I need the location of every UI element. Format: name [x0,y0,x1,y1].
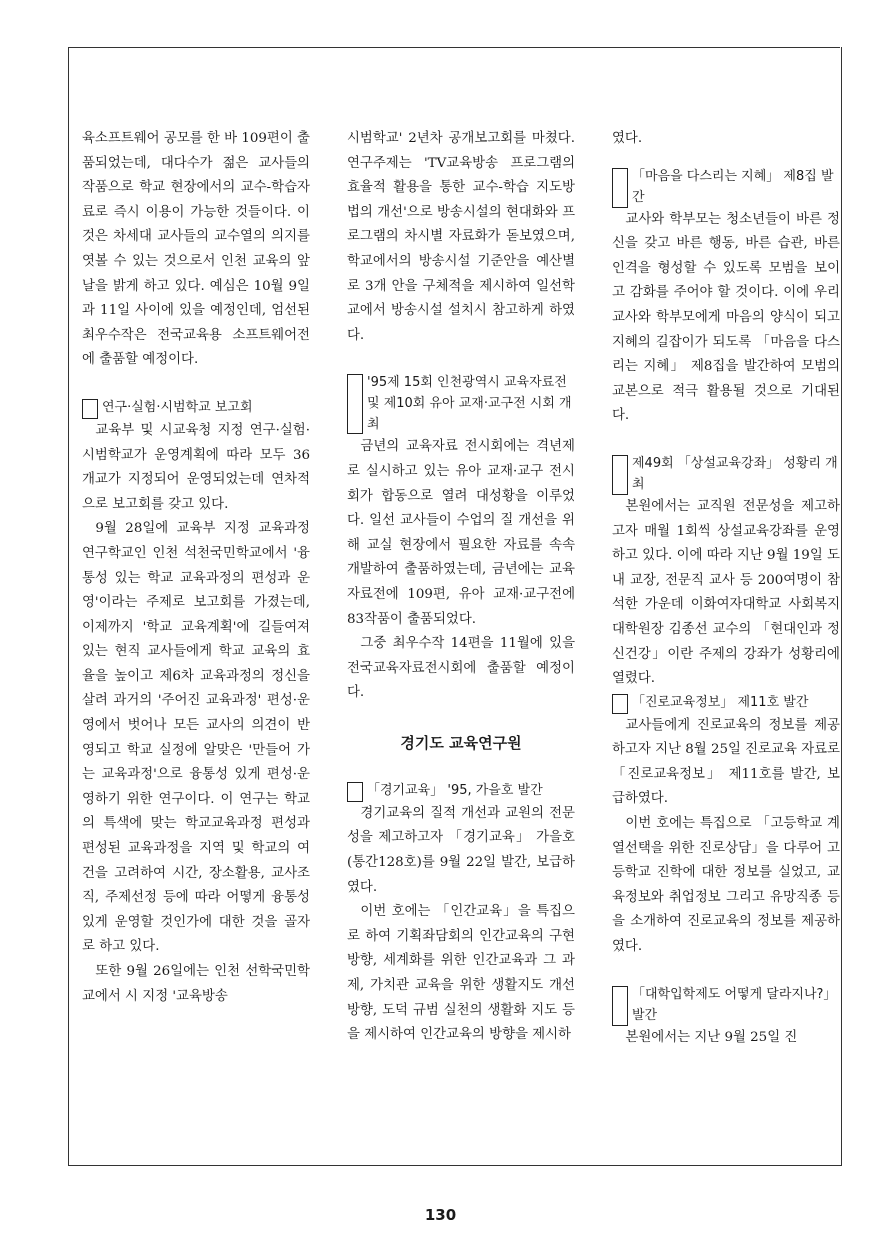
paragraph: 그중 최우수작 14편을 11월에 있을 전국교육자료전시회에 출품할 예정이다. [347,636,575,701]
heading-text: 제49회 「상설교육강좌」 성황리 개최 [632,455,838,492]
heading-text: 연구·실험·시범학교 보고회 [102,399,253,415]
paragraph: 였다. [612,131,643,146]
page-number: 130 [424,1206,457,1224]
section-heading [612,692,840,714]
section-heading [347,372,575,435]
paragraph: 경기교육의 질적 개선과 교원의 전문성을 제고하고자 「경기교육」 가을호(통간128호)를 9월 22일 발간, 보급하였다. [347,805,575,895]
heading-text: 「경기교육」 '95, 가을호 발간 [367,782,543,798]
section-title: 경기도 교육연구원 [400,733,522,752]
paragraph: 이번 호에는 특집으로 「고등학교 계열선택을 위한 진로상담」을 다루어 고등학교 진학에 대한 정보를 실었고, 교육정보와 취업정보 그리고 유망직종 등을 소개하여 진로교육의 정보를 제공하였다. [612,816,840,955]
column-2 [347,127,575,1048]
paragraph: 교사들에게 진로교육의 정보를 제공하고자 지난 8월 25일 진로교육 자료로 「진로교육정보」 제11호를 발간, 보급하였다. [612,717,840,807]
paragraph: 이번 호에는 「인간교육」을 특집으로 하여 기획좌담회의 인간교육의 구현방향, 세계화를 위한 인간교육과 그 과제, 가치관 교육을 위한 생활지도 개선 방향, 도덕 규범 실천의 생활화 지도 등을 제시하여 인간교육의 방향을 제시하 [347,904,575,1043]
heading-box-icon [347,374,363,434]
section-heading [612,166,840,208]
paragraph: 금년의 교육자료 전시회에는 격년제로 실시하고 있는 유아 교재·교구 전시회가 합동으로 열려 대성황을 이루었다. 일선 교사들이 수업의 질 개선을 위해 교실 현장에서 필요한 자료를 속속 개발하여 출품하였는데, 금년에는 교육자료전에 109편, 유아 교재·교구전에 83작품이 출품되었다. [347,439,575,627]
heading-text: 「마음을 다스리는 지혜」 제8집 발간 [632,168,834,205]
heading-text: 「진로교육정보」 제11호 발간 [632,694,809,710]
section-heading [612,984,840,1026]
paragraph: 교육부 및 시교육청 지정 연구·실험·시범학교가 운영계획에 따라 모두 36개교가 지정되어 운영되었는데 연차적으로 보고회를 갖고 있다. [82,422,310,512]
paragraph: 또한 9월 26일에는 인천 선학국민학교에서 시 지정 '교육방송 [82,964,310,1004]
heading-box-icon [612,168,628,208]
paragraph: 9월 28일에 교육부 지정 교육과정 연구학교인 인천 석천국민학교에서 '융통성 있는 학교 교육과정의 편성과 운영'이라는 주제로 보고회를 가졌는데, 이제까지 '학교 교육계획'에 길들여져 있는 현직 교사들에게 학교 교육의 효율을 높이고 제6차 교육과정의 정신을 살려 과거의 '주어진 교육과정' 편성·운영에서 벗어나 모든 교사의 의견이 반영되고 학교 실정에 알맞은 '만들어 가는 교육과정'으로 융통성 있게 편성·운영하기 위한 연구이다. 이 연구는 학교의 특색에 맞는 학교교육과정 편성과 편성된 교육과정을 지역 및 학교의 여건을 고려하여 시간, 장소활용, 교사조직, 주제선정 등에 따라 어떻게 융통성 있게 운영할 것인가에 대한 것을 골자로 하고 있다. [82,521,310,955]
paragraph: 교사와 학부모는 청소년들이 바른 정신을 갖고 바른 행동, 바른 습관, 바른 인격을 형성할 수 있도록 모범을 보이고 감화를 주어야 할 것이다. 이에 우리 교사와 학부모에게 마음의 양식이 되고 지혜의 길잡이가 되도록 「마음을 다스리는 지혜」 제8집을 발간하여 모범의 교본으로 적극 활용될 것으로 기대된다. [612,211,840,424]
paragraph: 본원에서는 지난 9월 25일 진 [625,1029,798,1045]
paragraph: 육소프트웨어 공모를 한 바 109편이 출품되었는데, 대다수가 젊은 교사들의 작품으로 학교 현장에서의 교수-학습자료로 즉시 이용이 가능한 것들이다. 이것은 차세대 교사들의 교수열의 의지를 엿볼 수 있는 것으로서 인천 교육의 앞날을 밝게 하고 있다. 예심은 10월 9일과 11일 사이에 있을 예정인데, 엄선된 최우수작은 전국교육용 소프트웨어전에 출품할 예정이다. [82,131,310,368]
paragraph: 본원에서는 교직원 전문성을 제고하고자 매월 1회씩 상설교육강좌를 운영하고 있다. 이에 따라 지난 9월 19일 도내 교장, 전문직 교사 등 200여명이 참석한 가운데 이화여자대학교 사회복지대학원장 김종선 교수의 「현대인과 정신건강」이란 주제의 강좌가 성황리에 열렸다. [612,498,840,687]
heading-box-icon [612,455,628,495]
heading-box-icon [612,986,628,1026]
section-heading [347,780,575,802]
section-heading [612,453,840,495]
column-3 [612,127,840,1050]
heading-box-icon [347,782,363,802]
heading-text: 「대학입학제도 어떻게 달라지나?」 발간 [632,986,837,1023]
column-1 [82,127,310,1009]
heading-text: '95제 15회 인천광역시 교육자료전 및 제10회 유아 교재·교구전 시회 개최 [367,375,572,433]
paragraph: 시범학교' 2년차 공개보고회를 마쳤다. 연구주제는 'TV교육방송 프로그램의 효율적 활용을 통한 교수-학습 지도방법의 개선'으로 방송시설의 현대화와 프로그램의 차시별 자료화가 돋보였으며, 학교에서의 방송시설 기준안을 예산별로 3개 안을 구체적을 제시하여 일선학교에서 방송시설 설치시 참고하게 하였다. [347,131,575,343]
heading-box-icon [82,399,98,419]
heading-box-icon [612,694,628,714]
section-heading [82,397,310,419]
